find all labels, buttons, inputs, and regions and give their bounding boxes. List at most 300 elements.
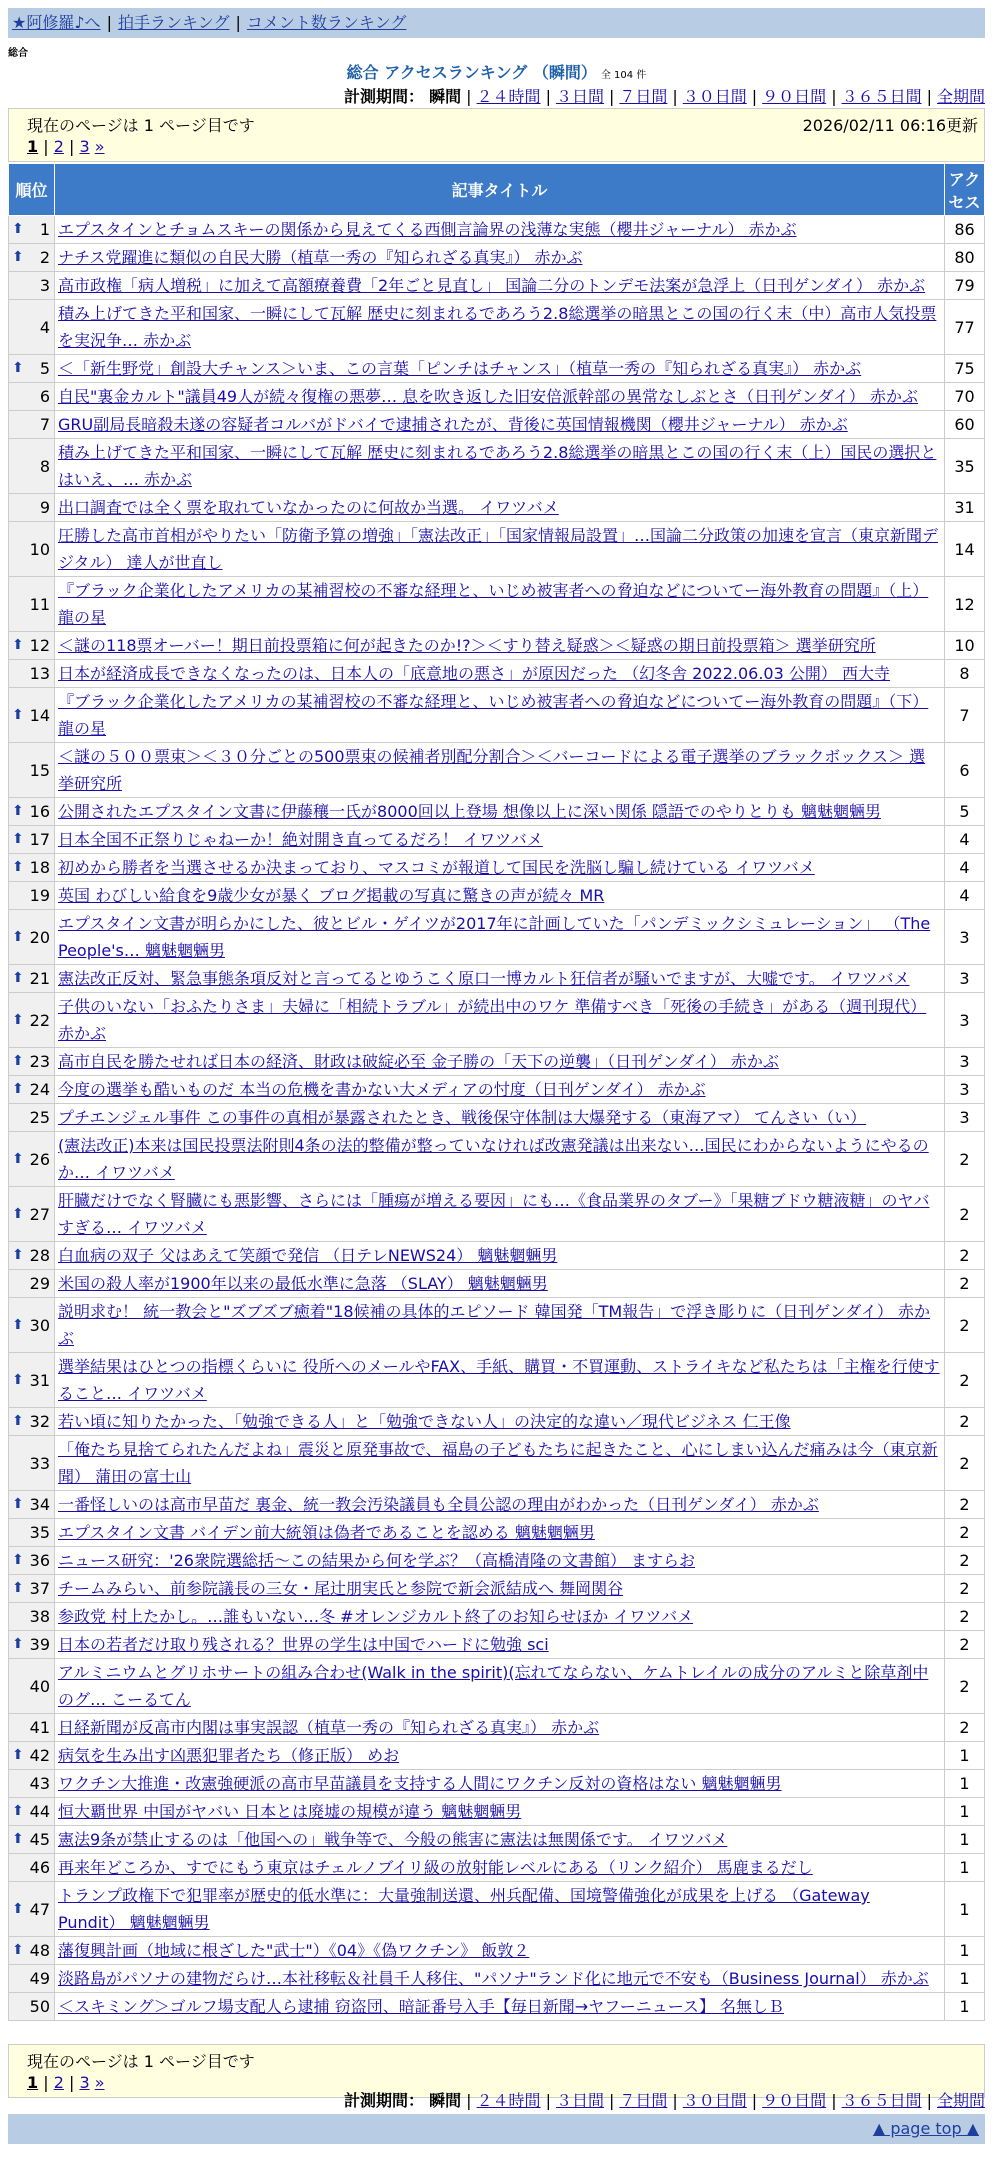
rank-number: 6	[39, 387, 50, 406]
rank-cell	[9, 1104, 55, 1132]
clap-ranking-link[interactable]: 拍手ランキング	[117, 13, 230, 32]
access-count: 75	[945, 355, 985, 383]
table-row	[9, 1854, 985, 1882]
item-count: 全 104 件	[600, 70, 647, 81]
table-row	[9, 1519, 985, 1547]
access-count: 2	[945, 1132, 985, 1187]
rank-cell	[9, 854, 55, 882]
rank-cell	[9, 355, 55, 383]
period-all[interactable]: 全期間	[936, 2091, 985, 2110]
access-count: 2	[945, 1242, 985, 1270]
article-link[interactable]: 日経新聞が反高市内閣は事実誤認（植草一秀の『知られざる真実』） 赤かぶ	[58, 1718, 600, 1737]
title-cell	[55, 1408, 945, 1436]
title-cell	[55, 522, 945, 577]
article-link[interactable]: 今度の選挙も酷いものだ 本当の危機を書かない大メディアの忖度（日刊ゲンダイ） 赤かぶ	[58, 1080, 706, 1099]
table-row	[9, 1132, 985, 1187]
table-row	[9, 300, 985, 355]
period-24h[interactable]: ２４時間	[476, 2091, 541, 2110]
access-count: 2	[945, 1353, 985, 1408]
article-link[interactable]: ＜謎の５００票束＞＜３０分ごとの500票束の候補者別配分割合＞＜バーコードによる電子選挙のブラックボックス＞ 選挙研究所	[58, 747, 926, 793]
rank-number: 47	[29, 1899, 50, 1919]
article-link[interactable]: 子供のいない「おふたりさま」夫婦に「相続トラブル」が続出中のワケ 準備すべき「死後の手続き」がある（週刊現代） 赤かぶ	[58, 997, 927, 1043]
title-cell	[55, 1436, 945, 1491]
title-cell	[55, 1854, 945, 1882]
rank-number: 24	[29, 1080, 50, 1099]
rank-number: 34	[29, 1495, 50, 1514]
title-cell	[55, 1104, 945, 1132]
rank-number: 42	[29, 1746, 50, 1765]
rank-number: 3	[39, 276, 50, 295]
period-24h[interactable]: ２４時間	[476, 87, 541, 106]
access-count: 31	[945, 494, 985, 522]
article-link[interactable]: GRU副局長暗殺未遂の容疑者コルバがドバイで逮捕されたが、背後に英国情報機関（櫻井ジャーナル） 赤かぶ	[58, 415, 848, 434]
article-link[interactable]: ナチス党躍進に類似の自民大勝（植草一秀の『知られざる真実』） 赤かぶ	[58, 248, 583, 267]
pager-next[interactable]: »	[94, 2073, 105, 2092]
article-link[interactable]: 参政党 村上たかし。…誰もいない…冬 #オレンジカルト終了のお知らせほか イワツバメ	[58, 1607, 694, 1626]
article-link[interactable]: チームみらい、前参院議長の三女・尾辻朋実氏と参院で新会派結成へ 舞岡関谷	[58, 1579, 624, 1598]
access-count: 1	[945, 1993, 985, 2021]
rank-cell	[9, 1659, 55, 1714]
rank-cell	[9, 660, 55, 688]
rank-number: 15	[29, 760, 50, 780]
page-title-text: 総合 アクセスランキング （瞬間）	[346, 63, 597, 82]
current-page-text: 現在のページは 1 ページ目です	[27, 2052, 255, 2071]
rank-number: 7	[39, 415, 50, 434]
article-link[interactable]: ワクチン大推進・改憲強硬派の高市早苗議員を支持する人間にワクチン反対の資格はない 魑魅魍魎男	[58, 1774, 782, 1793]
article-link[interactable]: プチエンジェル事件 この事件の真相が暴露されたとき、戦後保守体制は大爆発する（東海アマ） てんさい（い）	[58, 1108, 867, 1127]
access-count: 2	[945, 1298, 985, 1353]
article-link[interactable]: 一番怪しいのは高市早苗だ 裏金、統一教会汚染議員も全員公認の理由がわかった（日刊ゲンダイ） 赤かぶ	[58, 1495, 819, 1514]
rank-number: 49	[29, 1969, 50, 1988]
article-link[interactable]: ＜スキミング＞ゴルフ場支配人ら逮捕 窃盗団、暗証番号入手【毎日新聞→ヤフーニュース】 名無しＢ	[58, 1997, 784, 2016]
access-count: 2	[945, 1519, 985, 1547]
rank-up-arrow-icon: ⬆	[12, 1747, 24, 1763]
article-link[interactable]: 高市自民を勝たせれば日本の経済、財政は破綻必至 金子勝の「天下の逆襲」（日刊ゲンダイ） 赤かぶ	[58, 1052, 779, 1071]
title-cell	[55, 355, 945, 383]
article-link[interactable]: 憲法改正反対、緊急事態条項反対と言ってるとゆうこく原口一博カルト狂信者が騒いでますが、大嘘です。 イワツバメ	[58, 969, 910, 988]
page-info-top	[8, 108, 985, 162]
access-count: 3	[945, 965, 985, 993]
rank-number: 33	[29, 1453, 50, 1473]
article-link[interactable]: 若い頃に知りたかった、「勉強できる人」と「勉強できない人」の決定的な違い／現代ビジネス 仁王像	[58, 1412, 791, 1431]
rank-number: 39	[29, 1635, 50, 1654]
header-title: 記事タイトル	[55, 164, 945, 216]
access-count: 2	[945, 1491, 985, 1519]
access-count: 2	[945, 1270, 985, 1298]
rank-number: 25	[29, 1108, 50, 1127]
access-count: 1	[945, 1798, 985, 1826]
article-link[interactable]: 日本が経済成長できなくなったのは、日本人の「底意地の悪さ」が原因だった （幻冬舎 2022.06.03 公開） 西大寺	[58, 664, 890, 683]
period-30d[interactable]: ３０日間	[682, 87, 747, 106]
rank-number: 46	[29, 1858, 50, 1877]
rank-up-arrow-icon: ⬆	[12, 1371, 24, 1388]
title-cell	[55, 1659, 945, 1714]
period-365d[interactable]: ３６５日間	[841, 2091, 922, 2110]
ranking-table	[8, 163, 985, 2021]
pager-page-3[interactable]: 3	[79, 2073, 90, 2092]
access-count: 1	[945, 1742, 985, 1770]
rank-cell	[9, 798, 55, 826]
rank-number: 29	[29, 1274, 50, 1293]
article-link[interactable]: トランプ政権下で犯罪率が歴史的低水準に：大量強制送還、州兵配備、国境警備強化が成果を上げる （Gateway Pundit） 魑魅魍魎男	[58, 1886, 870, 1932]
rank-number: 9	[39, 498, 50, 517]
access-count: 2	[945, 1714, 985, 1742]
header-access: アクセス	[945, 164, 985, 216]
rank-number: 11	[29, 594, 50, 614]
title-cell	[55, 272, 945, 300]
access-count: 2	[945, 1436, 985, 1491]
period-label: 計測期間：	[344, 2091, 425, 2110]
rank-number: 17	[29, 830, 50, 849]
rank-up-arrow-icon: ⬆	[12, 831, 24, 847]
table-row	[9, 1048, 985, 1076]
rank-up-arrow-icon: ⬆	[12, 970, 24, 986]
access-count: 1	[945, 1882, 985, 1937]
table-row	[9, 272, 985, 300]
rank-number: 20	[29, 927, 50, 947]
rank-cell	[9, 1993, 55, 2021]
article-link[interactable]: 自民"裏金カルト"議員49人が続々復権の悪夢… 息を吹き返した旧安倍派幹部の異常なしぶとさ（日刊ゲンダイ） 赤かぶ	[58, 387, 918, 406]
article-link[interactable]: 恒大覇世界 中国がヤバい 日本とは廃墟の規模が違う 魑魅魍魎男	[58, 1802, 522, 1821]
rank-up-arrow-icon: ⬆	[12, 859, 24, 875]
table-row	[9, 1187, 985, 1242]
rank-cell	[9, 1770, 55, 1798]
period-7d[interactable]: ７日間	[619, 87, 668, 106]
article-link[interactable]: 圧勝した高市首相がやりたい「防衛予算の増強」「憲法改正」「国家情報局設置」…国論二分政策の加速を宣言（東京新聞デジタル） 達人が世直し	[58, 526, 939, 572]
access-count: 2	[945, 1659, 985, 1714]
title-cell	[55, 439, 945, 494]
rank-up-arrow-icon: ⬆	[12, 803, 24, 819]
rank-number: 5	[39, 359, 50, 378]
rank-up-arrow-icon: ⬆	[12, 706, 24, 723]
pager: 1 | 2 | 3 »	[27, 137, 105, 156]
rank-number: 37	[29, 1579, 50, 1598]
title-cell	[55, 1603, 945, 1631]
title-cell	[55, 1187, 945, 1242]
table-row	[9, 1104, 985, 1132]
rank-up-arrow-icon: ⬆	[12, 637, 24, 653]
table-row	[9, 965, 985, 993]
rank-up-arrow-icon: ⬆	[12, 1803, 24, 1819]
title-cell	[55, 1242, 945, 1270]
breadcrumb: 総合	[8, 48, 28, 59]
table-row	[9, 1242, 985, 1270]
rank-cell	[9, 216, 55, 244]
title-cell	[55, 910, 945, 965]
pager: 1 | 2 | 3 »	[27, 2073, 105, 2092]
rank-number: 36	[29, 1551, 50, 1570]
rank-number: 12	[29, 636, 50, 655]
title-cell	[55, 1048, 945, 1076]
access-count: 2	[945, 1187, 985, 1242]
table-row	[9, 1436, 985, 1491]
period-365d[interactable]: ３６５日間	[841, 87, 922, 106]
title-cell	[55, 798, 945, 826]
rank-up-arrow-icon: ⬆	[12, 1900, 24, 1917]
table-row	[9, 1353, 985, 1408]
access-count: 1	[945, 1770, 985, 1798]
rank-cell	[9, 1132, 55, 1187]
article-link[interactable]: 『ブラック企業化したアメリカの某補習校の不審な経理と、いじめ被害者への脅迫などについてー海外教育の問題』（下） 龍の星	[58, 692, 929, 738]
article-link[interactable]: 淡路島がパソナの建物だらけ…本社移転＆社員千人移住、"パソナ"ランド化に地元で不安も（Business Journal） 赤かぶ	[58, 1969, 929, 1988]
table-row	[9, 383, 985, 411]
rank-cell	[9, 688, 55, 743]
rank-number: 16	[29, 802, 50, 821]
title-cell	[55, 1076, 945, 1104]
rank-up-arrow-icon: ⬆	[12, 1496, 24, 1512]
rank-cell	[9, 1408, 55, 1436]
article-link[interactable]: 出口調査では全く票を取れていなかったのに何故か当選。 イワツバメ	[58, 498, 559, 517]
table-row	[9, 1491, 985, 1519]
top-nav: ★阿修羅♪へ | 拍手ランキング | コメント数ランキング	[8, 8, 985, 38]
article-link[interactable]: 「俺たち見捨てられたんだよね」震災と原発事故で、福島の子どもたちに起きたこと、心にしまい込んだ痛みは今（東京新聞） 蒲田の富士山	[58, 1440, 938, 1486]
rank-number: 31	[29, 1370, 50, 1390]
rank-up-arrow-icon: ⬆	[12, 1011, 24, 1028]
rank-cell	[9, 1270, 55, 1298]
rank-number: 2	[39, 248, 50, 267]
article-link[interactable]: 公開されたエプスタイン文書に伊藤穰一氏が8000回以上登場 想像以上に深い関係 隠語でのやりとりも 魑魅魍魎男	[58, 802, 882, 821]
title-cell	[55, 1547, 945, 1575]
rank-number: 1	[39, 220, 50, 239]
article-link[interactable]: 日本の若者だけ取り残される？世界の学生は中国でハードに勉強 sci	[58, 1635, 549, 1654]
access-count: 1	[945, 1937, 985, 1965]
title-cell	[55, 577, 945, 632]
article-link[interactable]: 米国の殺人率が1900年以来の最低水準に急落 （SLAY） 魑魅魍魎男	[58, 1274, 548, 1293]
title-cell	[55, 1270, 945, 1298]
article-link[interactable]: 白血病の双子 父はあえて笑顔で発信 （日テレNEWS24） 魑魅魍魎男	[58, 1246, 558, 1265]
title-cell	[55, 882, 945, 910]
table-row	[9, 1882, 985, 1937]
title-cell	[55, 1937, 945, 1965]
rank-cell	[9, 1436, 55, 1491]
period-all[interactable]: 全期間	[936, 87, 985, 106]
rank-cell	[9, 272, 55, 300]
updated-time: 2026/02/11 06:16更新	[802, 116, 978, 135]
title-cell	[55, 300, 945, 355]
article-link[interactable]: 藩復興計画（地域に根ざした"武士"）《04》《偽ワクチン》 飯敦２	[58, 1941, 530, 1960]
rank-up-arrow-icon: ⬆	[12, 1552, 24, 1568]
period-current: 瞬間	[429, 2091, 462, 2110]
title-cell	[55, 993, 945, 1048]
access-count: 1	[945, 1826, 985, 1854]
article-link[interactable]: エプスタインとチョムスキーの関係から見えてくる西側言論界の浅薄な実態（櫻井ジャーナル） 赤かぶ	[58, 220, 797, 239]
rank-number: 40	[29, 1676, 50, 1696]
rank-cell	[9, 577, 55, 632]
table-row	[9, 1937, 985, 1965]
article-link[interactable]: 説明求む！ 統一教会と"ズブズブ癒着"18候補の具体的エピソード 韓国発「TM報告」で浮き彫りに（日刊ゲンダイ） 赤かぶ	[58, 1302, 930, 1348]
rank-cell	[9, 1048, 55, 1076]
period-3d[interactable]: ３日間	[555, 87, 604, 106]
rank-cell	[9, 1854, 55, 1882]
title-cell	[55, 632, 945, 660]
rank-up-arrow-icon: ⬆	[12, 1636, 24, 1652]
rank-up-arrow-icon: ⬆	[12, 1413, 24, 1429]
access-count: 7	[945, 688, 985, 743]
access-count: 79	[945, 272, 985, 300]
article-link[interactable]: 積み上げてきた平和国家、一瞬にして瓦解 歴史に刻まれるであろう2.8総選挙の暗黒とこの国の行く末（中）高市人気投票を実況争… 赤かぶ	[58, 304, 937, 350]
title-cell	[55, 1798, 945, 1826]
rank-cell	[9, 494, 55, 522]
access-count: 70	[945, 383, 985, 411]
article-link[interactable]: 選挙結果はひとつの指標くらいに 役所へのメールやFAX、手紙、購買・不買運動、ストライキなど私たちは「主権を行使すること… イワツバメ	[58, 1357, 940, 1403]
table-row	[9, 1270, 985, 1298]
period-7d[interactable]: ７日間	[619, 2091, 668, 2110]
period-selector-top: 計測期間： 瞬間 | ２４時間 | ３日間 | ７日間 | ３０日間 | ９０日間 | ３６５日間 | 全期間	[344, 87, 985, 106]
title-cell	[55, 216, 945, 244]
access-count: 5	[945, 798, 985, 826]
title-cell	[55, 854, 945, 882]
rank-cell	[9, 1076, 55, 1104]
rank-cell	[9, 1965, 55, 1993]
table-row	[9, 216, 985, 244]
rank-number: 10	[29, 539, 50, 559]
title-cell	[55, 1993, 945, 2021]
article-link[interactable]: ニュース研究：'26衆院選総括～この結果から何を学ぶ？（高橋清隆の文書館） ますらお	[58, 1551, 696, 1570]
article-link[interactable]: 英国 わびしい給食を9歳少女が暴く ブログ掲載の写真に驚きの声が続々 MR	[58, 886, 605, 905]
title-cell	[55, 826, 945, 854]
rank-number: 23	[29, 1052, 50, 1071]
rank-cell	[9, 383, 55, 411]
rank-cell	[9, 244, 55, 272]
comment-ranking-link[interactable]: コメント数ランキング	[246, 13, 407, 32]
title-cell	[55, 1519, 945, 1547]
title-cell	[55, 1714, 945, 1742]
rank-cell	[9, 1631, 55, 1659]
rank-number: 22	[29, 1010, 50, 1030]
rank-number: 21	[29, 969, 50, 988]
rank-number: 14	[29, 705, 50, 725]
title-cell	[55, 660, 945, 688]
article-link[interactable]: 『ブラック企業化したアメリカの某補習校の不審な経理と、いじめ被害者への脅迫などについてー海外教育の問題』（上） 龍の星	[58, 581, 929, 627]
rank-number: 48	[29, 1941, 50, 1960]
rank-up-arrow-icon: ⬆	[12, 1942, 24, 1958]
rank-cell	[9, 1714, 55, 1742]
rank-cell	[9, 1519, 55, 1547]
article-link[interactable]: 肝臓だけでなく腎臓にも悪影響、さらには「腫瘍が増える要因」にも…《食品業界のタブー》「果糖ブドウ糖液糖」のヤバすぎる… イワツバメ	[58, 1191, 930, 1237]
table-row	[9, 854, 985, 882]
period-label: 計測期間：	[344, 87, 425, 106]
article-link[interactable]: 日本全国不正祭りじゃねーか！絶対開き直ってるだろ！ イワツバメ	[58, 830, 543, 849]
rank-number: 35	[29, 1523, 50, 1542]
title-cell	[55, 743, 945, 798]
title-cell	[55, 411, 945, 439]
rank-cell	[9, 1547, 55, 1575]
table-row	[9, 993, 985, 1048]
access-count: 80	[945, 244, 985, 272]
rank-up-arrow-icon: ⬆	[12, 360, 24, 376]
table-row	[9, 439, 985, 494]
table-row	[9, 743, 985, 798]
table-row	[9, 1603, 985, 1631]
table-row	[9, 244, 985, 272]
access-count: 3	[945, 910, 985, 965]
rank-cell	[9, 411, 55, 439]
title-cell	[55, 244, 945, 272]
header-rank: 順位	[9, 164, 55, 216]
table-row	[9, 1408, 985, 1436]
page-top-link[interactable]: ▲ page top ▲	[872, 2119, 979, 2138]
access-count: 77	[945, 300, 985, 355]
rank-cell	[9, 993, 55, 1048]
rank-cell	[9, 1826, 55, 1854]
title-cell	[55, 494, 945, 522]
article-link[interactable]: ＜「新生野党」創設大チャンス＞いま、この言葉「ピンチはチャンス」（植草一秀の『知られざる真実』） 赤かぶ	[58, 359, 862, 378]
pager-page-2[interactable]: 2	[53, 137, 64, 156]
access-count: 14	[945, 522, 985, 577]
rank-cell	[9, 1187, 55, 1242]
article-link[interactable]: 病気を生み出す凶悪犯罪者たち（修正版） めお	[58, 1746, 400, 1765]
article-link[interactable]: 再来年どころか、すでにもう東京はチェルノブイリ級の放射能レベルにある（リンク紹介） 馬鹿まるだし	[58, 1858, 813, 1877]
access-count: 2	[945, 1603, 985, 1631]
table-row	[9, 882, 985, 910]
rank-up-arrow-icon: ⬆	[12, 221, 24, 237]
article-link[interactable]: 積み上げてきた平和国家、一瞬にして瓦解 歴史に刻まれるであろう2.8総選挙の暗黒とこの国の行く末（上）国民の選択とはいえ、… 赤かぶ	[58, 443, 937, 489]
period-90d[interactable]: ９０日間	[762, 2091, 827, 2110]
rank-cell	[9, 1575, 55, 1603]
table-row	[9, 798, 985, 826]
rank-up-arrow-icon: ⬆	[12, 1247, 24, 1263]
rank-cell	[9, 1742, 55, 1770]
access-count: 2	[945, 1547, 985, 1575]
rank-up-arrow-icon: ⬆	[12, 1081, 24, 1097]
table-row	[9, 1575, 985, 1603]
table-row	[9, 1993, 985, 2021]
article-link[interactable]: (憲法改正)本来は国民投票法附則4条の法的整備が整っていなければ改憲発議は出来ない…国民にわからないようにやるのか… イワツバメ	[58, 1136, 929, 1182]
access-count: 86	[945, 216, 985, 244]
rank-number: 4	[39, 317, 50, 337]
rank-cell	[9, 1353, 55, 1408]
access-count: 2	[945, 1575, 985, 1603]
access-count: 4	[945, 882, 985, 910]
period-30d[interactable]: ３０日間	[682, 2091, 747, 2110]
article-link[interactable]: 高市政権「病人増税」に加えて高額療養費「2年ごと見直し」 国論二分のトンデモ法案が急浮上（日刊ゲンダイ） 赤かぶ	[58, 276, 926, 295]
table-row	[9, 1298, 985, 1353]
article-link[interactable]: ＜謎の118票オーバー！期日前投票箱に何が起きたのか!?＞＜すり替え疑惑＞＜疑惑の期日前投票箱＞ 選挙研究所	[58, 636, 876, 655]
article-link[interactable]: 憲法9条が禁止するのは「他国への」戦争等で、今般の熊害に憲法は無関係です。 イワツバメ	[58, 1830, 728, 1849]
access-count: 4	[945, 854, 985, 882]
article-link[interactable]: エプスタイン文書 バイデン前大統領は偽者であることを認める 魑魅魍魎男	[58, 1523, 595, 1542]
rank-up-arrow-icon: ⬆	[12, 1316, 24, 1333]
article-link[interactable]: エプスタイン文書が明らかにした、彼とビル・ゲイツが2017年に計画していた「パンデミックシミュレーション」 （The People's… 魑魅魍魎男	[58, 914, 931, 960]
rank-cell	[9, 1882, 55, 1937]
article-link[interactable]: 初めから勝者を当選させるか決まっており、マスコミが報道して国民を洗脳し騙し続けている イワツバメ	[58, 858, 815, 877]
rank-cell	[9, 439, 55, 494]
pager-page-3[interactable]: 3	[79, 137, 90, 156]
title-cell	[55, 1826, 945, 1854]
access-count: 3	[945, 1104, 985, 1132]
title-cell	[55, 1575, 945, 1603]
home-link[interactable]: ★阿修羅♪へ	[12, 13, 101, 32]
rank-number: 38	[29, 1607, 50, 1626]
rank-number: 27	[29, 1204, 50, 1224]
table-row	[9, 1965, 985, 1993]
rank-up-arrow-icon: ⬆	[12, 1150, 24, 1167]
access-count: 12	[945, 577, 985, 632]
rank-number: 30	[29, 1315, 50, 1335]
table-row	[9, 1631, 985, 1659]
period-90d[interactable]: ９０日間	[762, 87, 827, 106]
access-count: 8	[945, 660, 985, 688]
bottom-nav	[8, 2114, 985, 2144]
period-3d[interactable]: ３日間	[555, 2091, 604, 2110]
access-count: 2	[945, 1408, 985, 1436]
rank-cell	[9, 632, 55, 660]
pager-page-2[interactable]: 2	[53, 2073, 64, 2092]
rank-number: 41	[29, 1718, 50, 1737]
article-link[interactable]: アルミニウムとグリホサートの組み合わせ(Walk in the spirit)(忘れてならない、ケムトレイルの成分のアルミと除草剤中のグ… こーるてん	[58, 1663, 929, 1709]
table-row	[9, 411, 985, 439]
pager-next[interactable]: »	[94, 137, 105, 156]
